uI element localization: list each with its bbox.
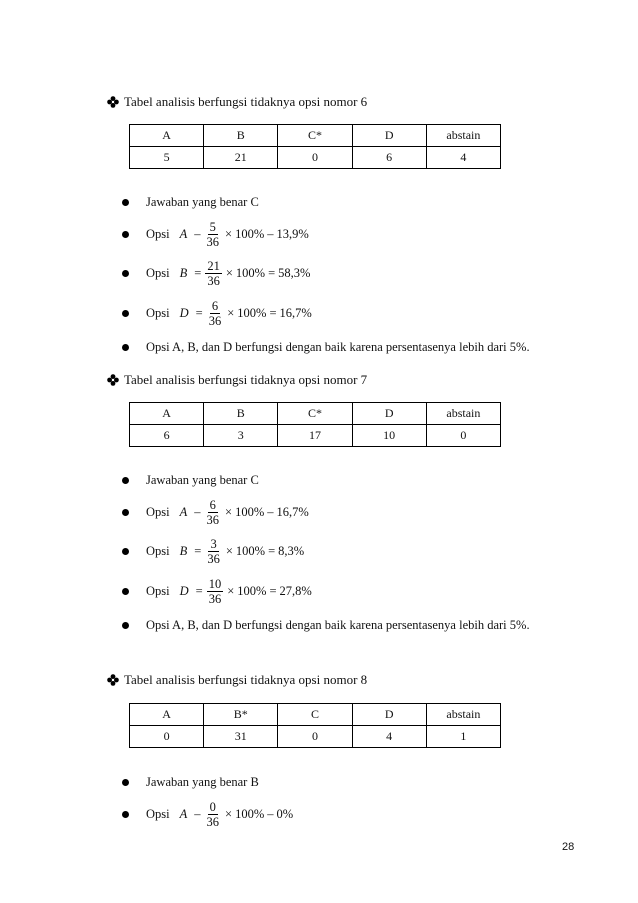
table-header-cell: A xyxy=(130,125,204,147)
bullet-dot-icon xyxy=(122,811,129,818)
fraction-numerator: 3 xyxy=(210,536,217,551)
table-header-cell: D xyxy=(352,704,426,726)
calc-variable: A xyxy=(179,504,188,519)
calc-variable: D xyxy=(179,305,189,320)
table-cell: 0 xyxy=(278,147,352,169)
answer-item xyxy=(122,765,259,799)
fraction-numerator: 10 xyxy=(208,576,222,591)
page-number: 28 xyxy=(562,841,575,853)
calculation-item xyxy=(122,495,309,529)
table-row xyxy=(130,726,501,748)
calc-result: 13,9% xyxy=(276,226,309,241)
calc-label: Opsi xyxy=(146,305,170,320)
times-sign: × xyxy=(225,543,233,558)
table-row xyxy=(130,425,501,447)
calc-variable: A xyxy=(179,226,188,241)
table-header-cell: abstain xyxy=(426,125,500,147)
calc-percent: 100% xyxy=(235,265,266,280)
table-header-cell: B xyxy=(204,125,278,147)
fraction-denominator: 36 xyxy=(206,814,220,829)
calc-result: 8,3% xyxy=(278,543,305,558)
bullet-dot-icon xyxy=(122,477,129,484)
bullet-dot-icon xyxy=(122,509,129,516)
times-sign: × xyxy=(227,583,235,598)
table-cell: 21 xyxy=(204,147,278,169)
calc-operator: = xyxy=(268,543,276,558)
answer-item xyxy=(122,185,259,219)
calculation-item xyxy=(122,574,312,608)
fraction xyxy=(205,800,222,829)
calc-operator: = xyxy=(268,265,276,280)
calc-label: Opsi xyxy=(146,543,170,558)
calc-percent: 100% xyxy=(237,305,267,320)
bullet-dot-icon xyxy=(122,548,129,555)
fraction xyxy=(205,220,222,249)
calculation-item xyxy=(122,256,310,290)
table-cell: 0 xyxy=(278,726,352,748)
times-sign: × xyxy=(225,504,233,519)
section-heading xyxy=(107,370,587,390)
calc-operator: – xyxy=(194,504,201,519)
option-table xyxy=(129,124,501,169)
fraction xyxy=(205,259,222,288)
calculation-item xyxy=(122,534,304,568)
calc-variable: D xyxy=(179,583,189,598)
table-cell: 1 xyxy=(426,726,500,748)
calc-label: Opsi xyxy=(146,583,170,598)
bullet-dot-icon xyxy=(122,344,129,351)
calc-result: 16,7% xyxy=(279,305,312,320)
fraction-denominator: 36 xyxy=(208,591,222,606)
calculation-item xyxy=(122,797,293,831)
bullet-dot-icon xyxy=(122,199,129,206)
fraction xyxy=(207,577,224,606)
section-heading xyxy=(107,92,587,112)
table-cell: 10 xyxy=(352,425,426,447)
table-cell: 0 xyxy=(130,726,204,748)
calc-result: 0% xyxy=(276,806,294,821)
calc-operator: = xyxy=(269,583,277,598)
table-cell: 31 xyxy=(204,726,278,748)
fraction-denominator: 36 xyxy=(207,273,220,288)
table-header-cell: abstain xyxy=(426,704,500,726)
table-header-cell: C* xyxy=(278,403,352,425)
table-cell: 4 xyxy=(352,726,426,748)
table-cell: 4 xyxy=(426,147,500,169)
fraction-numerator: 5 xyxy=(209,219,216,234)
bullet-dot-icon xyxy=(122,270,129,277)
section-opsi-7 xyxy=(107,370,587,632)
calc-operator: – xyxy=(267,806,274,821)
section-opsi-6 xyxy=(107,92,587,354)
calc-operator: = xyxy=(195,305,203,320)
calc-result: 16,7% xyxy=(276,504,309,519)
option-table xyxy=(129,703,501,748)
calc-percent: 100% xyxy=(235,504,265,519)
table-header-cell: B* xyxy=(204,704,278,726)
calc-operator: – xyxy=(194,226,201,241)
calc-operator: = xyxy=(194,265,202,280)
heading-text: Tabel analisis berfungsi tidaknya opsi nomor 7 xyxy=(124,372,368,387)
bullet-dot-icon xyxy=(122,588,129,595)
bullet-dot-icon xyxy=(122,622,129,629)
fraction-denominator: 36 xyxy=(208,313,222,328)
fraction-denominator: 36 xyxy=(206,512,220,527)
table-row xyxy=(130,147,501,169)
table-header-cell: A xyxy=(130,704,204,726)
table-header-row xyxy=(130,704,501,726)
calc-percent: 100% xyxy=(235,226,265,241)
section-heading xyxy=(107,670,587,690)
times-sign: × xyxy=(225,265,233,280)
answer-text: Jawaban yang benar C xyxy=(146,472,259,487)
table-header-row xyxy=(130,125,501,147)
table-cell: 6 xyxy=(352,147,426,169)
table-cell: 5 xyxy=(130,147,204,169)
calc-variable: B xyxy=(179,543,188,558)
diamond-bullet-icon xyxy=(107,96,119,108)
table-header-cell: D xyxy=(352,125,426,147)
calc-percent: 100% xyxy=(235,543,266,558)
table-header-cell: abstain xyxy=(426,403,500,425)
fraction-denominator: 36 xyxy=(207,551,220,566)
fraction xyxy=(205,537,222,566)
table-header-cell: B xyxy=(204,403,278,425)
heading-text: Tabel analisis berfungsi tidaknya opsi nomor 8 xyxy=(124,672,368,687)
bullet-dot-icon xyxy=(122,231,129,238)
times-sign: × xyxy=(225,806,233,821)
table-cell: 3 xyxy=(204,425,278,447)
conclusion-text: Opsi A, B, dan D berfungsi dengan baik karena persentasenya lebih dari 5%. xyxy=(146,617,530,632)
fraction-numerator: 0 xyxy=(209,799,216,814)
calc-label: Opsi xyxy=(146,226,170,241)
calc-operator: – xyxy=(267,504,274,519)
calc-operator: = xyxy=(195,583,203,598)
fraction-numerator: 6 xyxy=(209,497,216,512)
table-header-cell: C xyxy=(278,704,352,726)
calc-operator: = xyxy=(194,543,202,558)
calculation-item xyxy=(122,217,309,251)
table-cell: 6 xyxy=(130,425,204,447)
calc-label: Opsi xyxy=(146,806,170,821)
table-cell: 0 xyxy=(426,425,500,447)
calc-variable: B xyxy=(179,265,188,280)
calc-result: 27,8% xyxy=(279,583,312,598)
answer-item xyxy=(122,463,259,497)
table-header-row xyxy=(130,403,501,425)
calc-variable: A xyxy=(179,806,188,821)
conclusion-item xyxy=(122,330,530,364)
times-sign: × xyxy=(225,226,233,241)
times-sign: × xyxy=(227,305,235,320)
calc-label: Opsi xyxy=(146,265,170,280)
table-header-cell: C* xyxy=(278,125,352,147)
heading-text: Tabel analisis berfungsi tidaknya opsi nomor 6 xyxy=(124,94,368,109)
calc-operator: – xyxy=(267,226,274,241)
answer-text: Jawaban yang benar B xyxy=(146,774,259,789)
table-header-cell: A xyxy=(130,403,204,425)
option-table xyxy=(129,402,501,447)
table-header-cell: D xyxy=(352,403,426,425)
fraction-numerator: 6 xyxy=(211,298,219,313)
fraction-numerator: 21 xyxy=(207,258,220,273)
calc-percent: 100% xyxy=(237,583,267,598)
conclusion-text: Opsi A, B, dan D berfungsi dengan baik karena persentasenya lebih dari 5%. xyxy=(146,339,530,354)
calc-operator: – xyxy=(194,806,201,821)
fraction xyxy=(205,498,222,527)
table-cell: 17 xyxy=(278,425,352,447)
calc-result: 58,3% xyxy=(278,265,311,280)
calc-label: Opsi xyxy=(146,504,170,519)
answer-text: Jawaban yang benar C xyxy=(146,194,259,209)
calculation-item xyxy=(122,296,312,330)
calc-operator: = xyxy=(269,305,277,320)
diamond-bullet-icon xyxy=(107,674,119,686)
fraction-denominator: 36 xyxy=(206,234,220,249)
bullet-dot-icon xyxy=(122,779,129,786)
conclusion-item xyxy=(122,608,530,642)
bullet-dot-icon xyxy=(122,310,129,317)
calc-percent: 100% xyxy=(235,806,265,821)
section-opsi-8 xyxy=(107,670,587,829)
diamond-bullet-icon xyxy=(107,374,119,386)
fraction xyxy=(207,299,224,328)
